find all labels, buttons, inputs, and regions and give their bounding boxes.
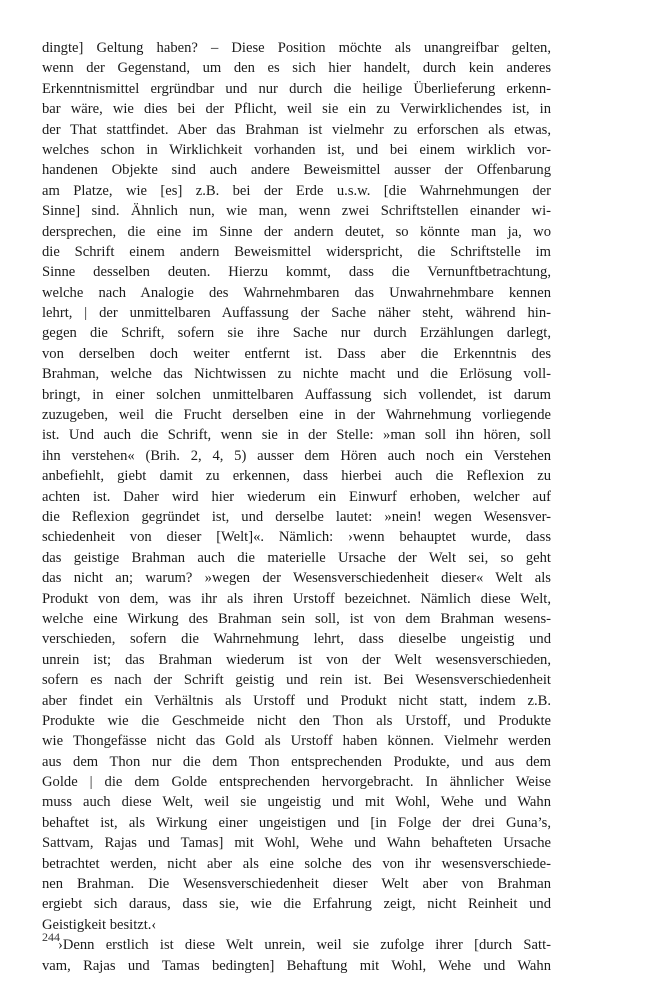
- text-line: anbefiehlt, giebt damit zu erkennen, dass hierbei auch die Reflexion zu: [42, 468, 551, 485]
- text-line: unrein ist; das Brahman wiederum ist von der Welt wesensverschieden,: [42, 651, 551, 668]
- text-line: das geistige Brahman auch die materielle Ursache der Welt sei, so geht: [42, 549, 551, 566]
- text-line: wenn der Gegenstand, um den es sich hier handelt, durch kein anderes: [42, 60, 551, 77]
- text-line: ihn verstehen« (Brih. 2, 4, 5) ausser dem Hören auch noch ein Verstehen: [42, 447, 551, 464]
- text-line: die Schrift einem andern Beweismittel widerspricht, die Schriftstelle im: [42, 243, 551, 260]
- text-line: das nicht an; warum? »wegen der Wesensverschiedenheit dieser« Welt als: [42, 570, 551, 587]
- text-line: betrachtet werden, nicht aber als eine solche des von ihr wesensverschiede-: [42, 855, 551, 872]
- text-line: Produkt von dem, was ihr als ihren Urstoff bezeichnet. Nämlich diese Welt,: [42, 590, 551, 607]
- text-line: Golde | die dem Golde entsprechenden hervorgebracht. In ähnlicher Weise: [42, 774, 551, 791]
- text-line: bar wäre, wie dies bei der Pflicht, weil sie ein zu Verwirklichendes ist, in: [42, 101, 551, 118]
- text-line: Sinne desselben deuten. Hierzu kommt, dass die Vernunftbetrachtung,: [42, 264, 551, 281]
- text-line: behaftet ist, als Wirkung einer ungeistigen und [in Folge der drei Guna’s,: [42, 814, 551, 831]
- text-line: achten ist. Daher wird hier wiederum ein Einwurf erhoben, welcher auf: [42, 488, 551, 505]
- text-line: aber findet ein Verhältnis als Urstoff und Produkt nicht statt, indem z.B.: [42, 692, 551, 709]
- text-line: muss auch diese Welt, weil sie ungeistig und mit Wohl, Wehe und Wahn: [42, 794, 551, 811]
- text-line: der That stattfindet. Aber das Brahman ist vielmehr zu erforschen als etwas,: [42, 121, 551, 138]
- text-line: am Platze, wie [es] z.B. bei der Erde u.s.w. [die Wahrnehmungen der: [42, 182, 551, 199]
- text-line: lehrt, | der unmittelbaren Auffassung der Sache näher steht, während hin-: [42, 305, 551, 322]
- page-number: 244: [42, 930, 60, 944]
- text-line: ›Denn erstlich ist diese Welt unrein, weil sie zufolge ihrer [durch Satt-: [58, 937, 551, 954]
- text-line: welche nach Analogie des Wahrnehmbaren das Unwahrnehmbare kennen: [42, 284, 551, 301]
- text-line: welche eine Wirkung des Brahman sein soll, ist von dem Brahman wesens-: [42, 610, 551, 627]
- text-line: zuzugeben, weil die Frucht derselben eine in der Wahrnehmung vorliegende: [42, 407, 551, 424]
- document-page: [42, 38, 551, 976]
- text-line: verschieden, sofern die Wahrnehmung lehrt, dass dieselbe ungeistig und: [42, 631, 551, 648]
- text-line: Sattvam, Rajas und Tamas] mit Wohl, Wehe und Wahn behafteten Ursache: [42, 835, 551, 852]
- text-line: schiedenheit von dieser [Welt]«. Nämlich: ›wenn behauptet wurde, dass: [42, 529, 551, 546]
- text-line: ist. Und auch die Schrift, wenn sie in der Stelle: »man soll ihn hören, soll: [42, 427, 551, 444]
- text-line: Geistigkeit besitzt.‹: [42, 916, 157, 933]
- text-line: bringt, in einer solchen unmittelbaren Auffassung sich vollendet, ist darum: [42, 386, 551, 403]
- text-line: die Reflexion gegründet ist, und derselbe lautet: »nein! wegen Wesensver-: [42, 508, 551, 525]
- text-line: vam, Rajas und Tamas bedingten] Behaftung mit Wohl, Wehe und Wahn: [42, 957, 551, 974]
- text-line: Sinne] sind. Ähnlich nun, wie man, wenn zwei Schriftstellen einander wi-: [42, 203, 551, 220]
- text-line: gegen die Schrift, sofern sie ihre Sache nur durch Erzählungen darlegt,: [42, 325, 551, 342]
- text-line: dingte] Geltung haben? – Diese Position möchte als unangreifbar gelten,: [42, 40, 551, 56]
- text-line: nen Brahman. Die Wesensverschiedenheit dieser Welt aber von Brahman: [42, 876, 551, 893]
- text-line: ergiebt sich daraus, dass sie, wie die Erfahrung zeigt, nicht Reinheit und: [42, 896, 551, 913]
- text-line: aus dem Thon nur die dem Thon entsprechenden Produkte, und aus dem: [42, 753, 551, 770]
- text-line: sofern es nach der Schrift geistig und rein ist. Bei Wesensverschiedenheit: [42, 672, 551, 689]
- text-line: wie Thongefässe nicht das Gold als Urstoff haben können. Vielmehr werden: [42, 733, 551, 750]
- text-line: Erkenntnismittel ergründbar und nur durch die heilige Überlieferung erkenn-: [42, 80, 551, 97]
- text-line: Produkte wie die Geschmeide nicht den Thon als Urstoff, und Produkte: [42, 712, 551, 729]
- text-line: Brahman, welche das Nichtwissen zu nichte macht und die Erlösung voll-: [42, 366, 551, 383]
- text-line: von derselben doch weiter entfernt ist. Dass aber die Erkenntnis des: [42, 345, 551, 362]
- text-line: dersprechen, die eine im Sinne der andern deutet, so könnte man ja, wo: [42, 223, 551, 240]
- text-line: welches schon in Wirklichkeit vorhanden ist, und bei einem wirklich vor-: [42, 141, 551, 158]
- text-line: handenen Objekte sind auch andere Beweismittel ausser der Offenbarung: [42, 162, 551, 179]
